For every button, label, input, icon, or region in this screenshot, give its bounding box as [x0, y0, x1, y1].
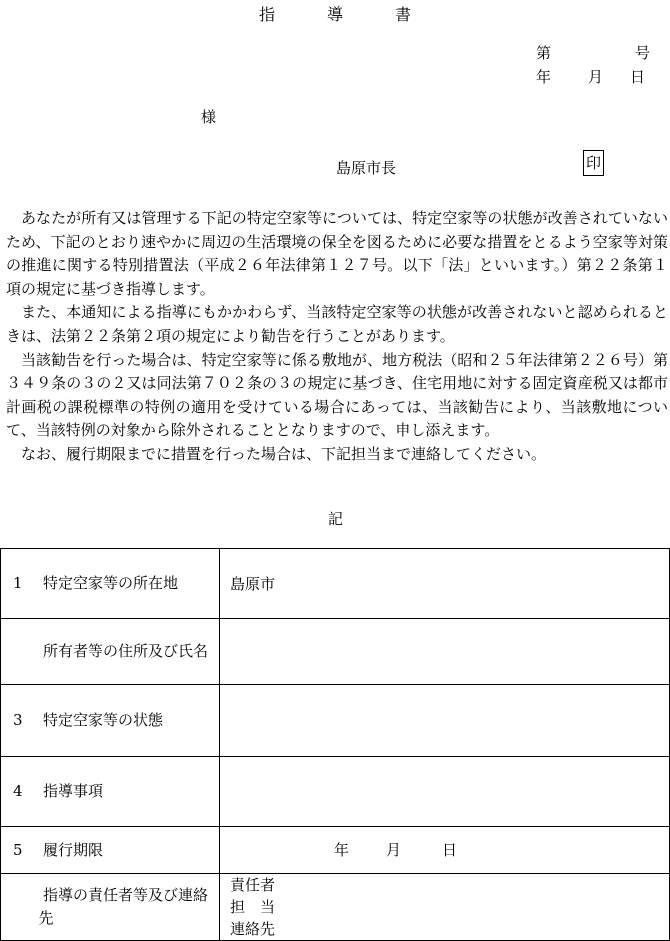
sender-name: 島原市長 — [336, 159, 397, 177]
detail-table — [0, 548, 670, 941]
row-label — [1, 874, 220, 941]
table-row — [1, 757, 670, 827]
number-suffix: 号 — [635, 44, 651, 62]
contact-info: 連絡先 — [230, 920, 276, 938]
row-number: 5 — [13, 840, 23, 859]
deadline-day: 日 — [442, 841, 458, 859]
row-label-text: 履行期限 — [43, 840, 104, 859]
row-label-text: 特定空家等の状態 — [43, 711, 164, 729]
row-label — [1, 827, 220, 874]
row-number: 4 — [13, 782, 23, 800]
body-text — [6, 207, 668, 467]
paragraph: なお、履行期限までに措置を行った場合は、下記担当まで連絡してください。 — [21, 444, 547, 463]
title-char: 書 — [395, 5, 412, 24]
row-label-text: 特定空家等の所在地 — [43, 574, 179, 592]
row-value: 島原市 — [220, 549, 670, 619]
issue-date — [536, 66, 645, 87]
row-value — [220, 827, 670, 874]
row-label — [1, 549, 220, 619]
row-value — [220, 685, 670, 757]
row-number: 1 — [13, 574, 23, 592]
seal-mark: 印 — [583, 150, 604, 176]
table-row — [1, 685, 670, 757]
date-year: 年 — [536, 68, 552, 86]
paragraph: 当該勧告を行った場合は、特定空家等に係る敷地が、地方税法（昭和２５年法律第２２６号）第３４９条の３の２又は同法第７０２条の３の規定に基づき、住宅用地に対する固定資産税又は都市計画税の課税標準の特例の適用を受けている場合にあっては、当該勧告により、当該敷地について、当該特例の対象から除外されることとなりますので、申し添えます。 — [6, 350, 668, 440]
deadline-date — [230, 839, 669, 861]
title-char: 指 — [258, 5, 275, 24]
row-label-text: 所有者等の住所及び氏名 — [43, 642, 209, 660]
paragraph: また、本通知による指導にもかかわらず、当該特定空家等の状態が改善されないと認められるときは、法第２２条第２項の規定により勧告を行うことがあります。 — [6, 303, 668, 345]
row-value — [220, 757, 670, 827]
row-number: 3 — [13, 711, 23, 729]
document-title — [0, 2, 670, 25]
title-char: 導 — [326, 5, 343, 24]
table-row — [1, 619, 670, 685]
row-number — [13, 884, 43, 907]
deadline-year: 年 — [334, 841, 350, 859]
row-label-text: 指導の責任者等及び連絡先 — [38, 886, 209, 927]
table-row — [1, 827, 670, 874]
paragraph: あなたが所有又は管理する下記の特定空家等については、特定空家等の状態が改善されていないため、下記のとおり速やかに周辺の生活環境の保全を図るために必要な措置をとるよう空家等対策の推進に関する特別措置法（平成２６年法律第１２７号。以下「法」といいます。）第２２条第１項の規定に基づき指導します。 — [6, 209, 668, 298]
deadline-month: 月 — [386, 841, 402, 859]
contact-responsible: 責任者 — [230, 876, 276, 894]
date-day: 日 — [630, 68, 646, 86]
date-month: 月 — [588, 68, 604, 86]
table-row — [1, 549, 670, 619]
ki-heading: 記 — [328, 510, 344, 528]
row-number — [13, 640, 43, 663]
row-label-text: 指導事項 — [43, 782, 104, 800]
row-value — [220, 874, 670, 941]
document-number — [536, 42, 650, 63]
number-prefix: 第 — [536, 44, 552, 62]
table-row — [1, 874, 670, 941]
row-label — [1, 757, 220, 827]
row-value — [220, 619, 670, 685]
contact-staff: 担 当 — [230, 898, 276, 916]
row-label — [1, 619, 220, 685]
addressee: 様 — [201, 108, 217, 126]
row-label — [1, 685, 220, 757]
